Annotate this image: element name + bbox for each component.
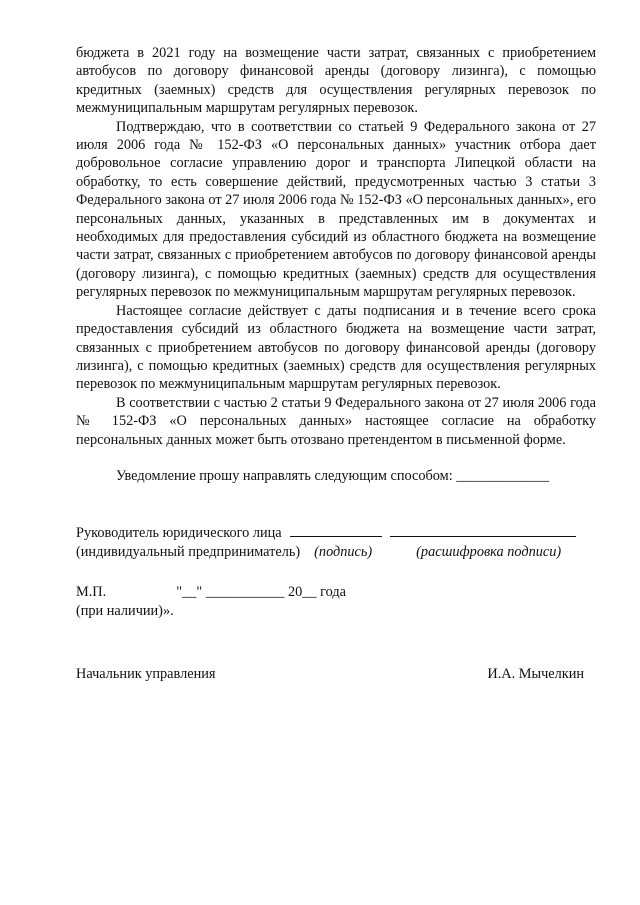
paragraph-validity: Настоящее согласие действует с даты подписания и в течение всего срока предоставления субсидий из областного бюджета на возмещение части затрат, связанных с приобретением автобусов по договору финансовой аренды (договору лизинга), с помощью кредитных (заемных) средств для осуществления регулярных перевозок по межмуниципальным маршрутам регулярных перевозок.: [76, 302, 596, 393]
decoding-caption: (расшифровка подписи): [416, 544, 562, 561]
entrepreneur-label: (индивидуальный предприниматель): [76, 544, 301, 561]
notification-method-line: Уведомление прошу направлять следующим способом: _____________: [116, 467, 550, 484]
document-page: [76, 44, 596, 684]
signatory-name: И.А. Мычелкин: [487, 666, 584, 683]
paragraph-continuation: бюджета в 2021 году на возмещение части затрат, связанных с приобретением автобусов по договору финансовой аренды (договору лизинга), с помощью кредитных (заемных) средств для осуществления регулярных перевозок по межмуниципальным маршрутам регулярных перевозок.: [76, 45, 596, 117]
signature-row: [76, 523, 596, 543]
stamp-label: М.П.: [76, 584, 107, 601]
signature-blank: [290, 523, 382, 537]
head-of-entity-label: Руководитель юридического лица: [76, 525, 282, 542]
footer-signatory: [76, 665, 584, 684]
date-line: "__" ___________ 20__ года: [176, 584, 346, 601]
stamp-if-any: (при наличии)».: [76, 603, 174, 620]
stamp-row: [76, 583, 596, 602]
paragraph-revocation: В соответствии с частью 2 статьи 9 Федерального закона от 27 июля 2006 года № 152-ФЗ «О персональных данных» настоящее согласие на обработку персональных данных может быть отозвано претендентом в письменной форме.: [76, 394, 596, 448]
signature-caption-row: [76, 543, 596, 562]
position-title: Начальник управления: [76, 666, 216, 683]
paragraph-consent: Подтверждаю, что в соответствии со статьей 9 Федерального закона от 27 июля 2006 года № 152-ФЗ «О персональных данных» участник отбора дает добровольное согласие управлению дорог и транспорта Липецкой области на обработку, то есть совершение действий, предусмотренных частью 3 статьи 3 Федерального закона от 27 июля 2006 года № 152-ФЗ «О персональных данных», его персональных данных, указанных в представленных им в документах и необходимых для предоставления субсидий из областного бюджета на возмещение части затрат, связанных с приобретением автобусов по договору финансовой аренды (договору лизинга), с помощью кредитных (заемных) средств для осуществления регулярных перевозок по межмуниципальным маршрутам регулярных перевозок.: [76, 118, 596, 301]
decoding-blank: [390, 523, 576, 537]
stamp-block: [76, 583, 596, 621]
signature-block: [76, 523, 596, 562]
signature-caption: (подпись): [314, 544, 373, 561]
